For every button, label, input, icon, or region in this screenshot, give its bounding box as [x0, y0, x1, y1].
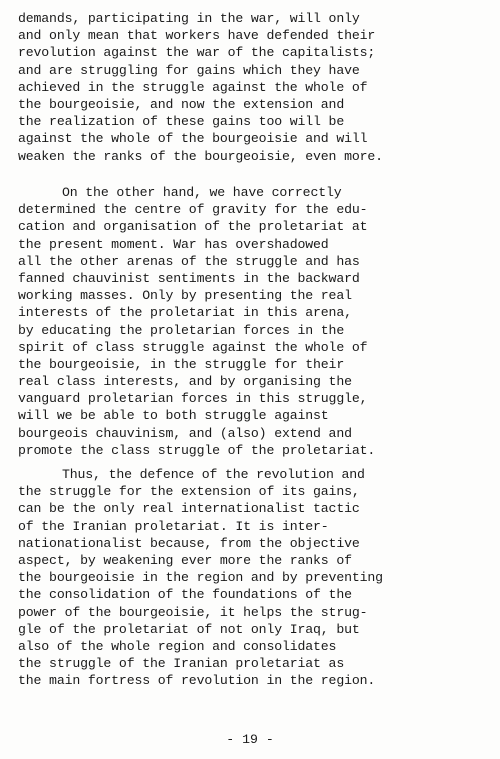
text-line: promote the class struggle of the proletariat. — [18, 442, 376, 458]
text-line: gle of the proletariat of not only Iraq, but — [18, 621, 360, 637]
page-number: - 19 - — [226, 732, 274, 747]
text-line: determined the centre of gravity for the edu- — [18, 202, 368, 218]
text-line: also of the whole region and consolidates — [18, 638, 337, 654]
text-line: and are struggling for gains which they have — [18, 62, 360, 78]
text-line: the bourgeoisie, in the struggle for their — [18, 356, 345, 372]
paragraph-3 — [18, 466, 488, 689]
text-line: weaken the ranks of the bourgeoisie, even more. — [18, 148, 383, 164]
text-line: fanned chauvinist sentiments in the backward — [18, 270, 360, 286]
text-line: vanguard proletarian forces in this struggle, — [18, 391, 368, 407]
text-line: bourgeois chauvinism, and (also) extend and — [18, 425, 352, 441]
text-line: the bourgeoisie in the region and by preventing — [18, 570, 383, 586]
paragraph-2 — [18, 184, 488, 459]
text-line: nationationalist because, from the objective — [18, 535, 360, 551]
text-line: achieved in the struggle against the whole of — [18, 79, 368, 95]
text-line: revolution against the war of the capitalists; — [18, 45, 376, 61]
text-line: the bourgeoisie, and now the extension and — [18, 96, 345, 112]
text-line: spirit of class struggle against the whole of — [18, 339, 368, 355]
text-line: real class interests, and by organising the — [18, 374, 352, 390]
paragraph-1 — [18, 10, 488, 165]
text-line: Thus, the defence of the revolution and — [62, 467, 365, 482]
text-line: against the whole of the bourgeoisie and will — [18, 131, 368, 147]
text-line: the present moment. War has overshadowed — [18, 236, 329, 252]
text-line: the struggle for the extension of its gains, — [18, 484, 360, 500]
text-line: the realization of these gains too will be — [18, 114, 345, 130]
text-line: On the other hand, we have correctly — [62, 185, 342, 200]
text-line: of the Iranian proletariat. It is inter- — [18, 518, 329, 534]
text-line: the struggle of the Iranian proletariat as — [18, 656, 345, 672]
text-line: all the other arenas of the struggle and has — [18, 253, 360, 269]
text-line: power of the bourgeoisie, it helps the strug- — [18, 604, 368, 620]
text-line: working masses. Only by presenting the real — [18, 288, 352, 304]
text-line: can be the only real internationalist tactic — [18, 501, 360, 517]
text-line: cation and organisation of the proletariat at — [18, 219, 368, 235]
text-line: the consolidation of the foundations of the — [18, 587, 352, 603]
text-line: and only mean that workers have defended their — [18, 28, 376, 44]
text-line: by educating the proletarian forces in the — [18, 322, 345, 338]
text-line: will we be able to both struggle against — [18, 408, 329, 424]
text-line: demands, participating in the war, will only — [18, 11, 360, 26]
text-line: aspect, by weakening ever more the ranks of — [18, 552, 352, 568]
text-line: interests of the proletariat in this arena, — [18, 305, 352, 321]
text-line: the main fortress of revolution in the region. — [18, 673, 376, 689]
